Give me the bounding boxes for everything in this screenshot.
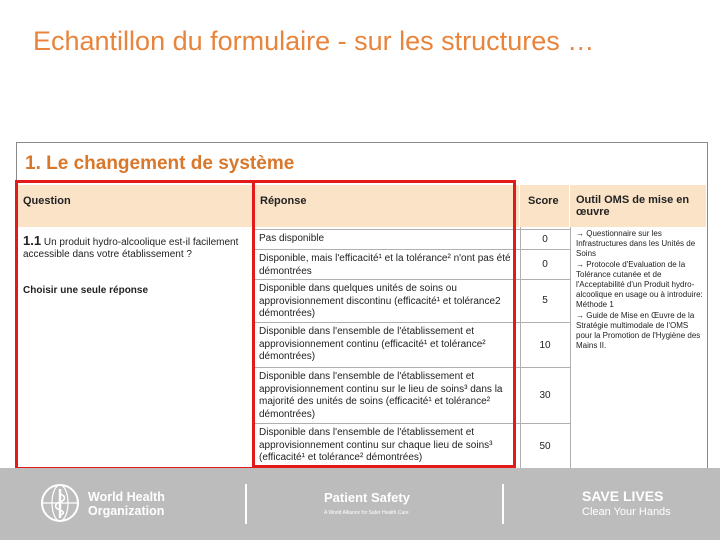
header-response: Réponse	[254, 185, 520, 227]
header-tool: Outil OMS de mise en œuvre	[570, 185, 707, 227]
save-lives-title: SAVE LIVES	[582, 488, 664, 504]
column-divider	[570, 227, 571, 471]
response-text: Pas disponible	[259, 233, 325, 244]
section-heading: 1. Le changement de système	[25, 153, 295, 174]
who-name	[88, 490, 198, 518]
who-name-line1: World Health	[88, 490, 165, 504]
tool-item: → Guide de Mise en Œuvre de la Stratégie multimodale de l'OMS pour la Promotion de l'Hygiène des Mains II.	[576, 310, 701, 351]
response-text: Disponible dans l'ensemble de l'établissement et approvisionnement continu sur chaque lieu de soins³ (efficacité¹ et tolérance² démontrées)	[259, 427, 493, 463]
who-emblem-icon	[40, 483, 80, 523]
header-question: Question	[17, 185, 254, 227]
slide-title: Echantillon du formulaire - sur les structures …	[33, 26, 595, 56]
tool-item: → Protocole d'Evaluation de la Tolérance cutanée et de l'Acceptabilité d'un Produit hydro-alcoolique en usage ou à introduire: Méthode 1	[576, 259, 703, 310]
response-text: Disponible dans quelques unités de soins ou approvisionnement discontinu (efficacité¹ et tolérance2 démontrées)	[259, 283, 501, 319]
response-score: 5	[542, 295, 548, 306]
response-score: 10	[539, 340, 551, 351]
question-number: 1.1	[23, 233, 42, 248]
patient-safety-title: Patient Safety	[324, 490, 410, 505]
footer-bar	[0, 468, 720, 540]
response-score: 0	[542, 259, 548, 270]
response-score: 30	[539, 390, 551, 401]
response-text: Disponible dans l'ensemble de l'établissement et approvisionnement continu sur le lieu de soins³ dans la majorité des unités de soins (efficacité¹ et tolérance² démontrées)	[259, 371, 503, 420]
response-text: Disponible dans l'ensemble de l'établissement et approvisionnement continu (efficacité¹ et tolérance² démontrées)	[259, 326, 486, 362]
response-score: 50	[539, 441, 551, 452]
response-text: Disponible, mais l'efficacité¹ et la tolérance² n'ont pas été démontrées	[259, 253, 511, 277]
highlight-box-question	[15, 180, 255, 470]
highlight-box-response	[252, 180, 516, 468]
tool-cell	[576, 229, 704, 351]
footer-divider	[502, 484, 504, 524]
patient-safety-subtitle: A World Alliance for Safer Health Care	[324, 510, 409, 516]
clean-hands-subtitle: Clean Your Hands	[582, 506, 671, 518]
response-score: 0	[542, 234, 548, 245]
header-score: Score	[520, 185, 570, 227]
footer-divider	[245, 484, 247, 524]
question-choice-instruction: Choisir une seule réponse	[23, 285, 149, 296]
question-text: Un produit hydro-alcoolique est-il facilement accessible dans votre établissement ?	[23, 237, 239, 260]
tool-item: → Questionnaire sur les Infrastructures dans les Unités de Soins	[576, 229, 696, 259]
who-name-line2: Organization	[88, 504, 165, 518]
